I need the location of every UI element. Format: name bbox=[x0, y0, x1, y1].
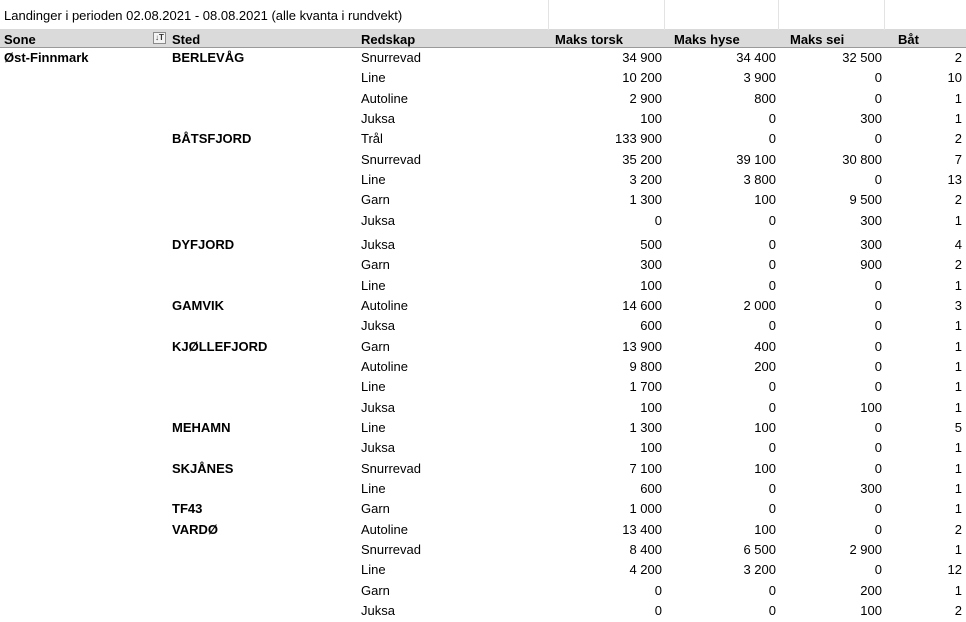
cell-redskap[interactable]: Juksa bbox=[361, 111, 395, 127]
cell-redskap[interactable]: Autoline bbox=[361, 90, 408, 106]
table-row bbox=[0, 418, 966, 438]
cell-redskap[interactable]: Snurrevad bbox=[361, 460, 421, 476]
cell-maks-sei[interactable]: 0 bbox=[874, 358, 882, 374]
cell-bat[interactable]: 2 bbox=[954, 192, 962, 208]
cell-maks-sei[interactable]: 0 bbox=[874, 131, 882, 147]
cell-maks-hyse[interactable]: 3 800 bbox=[743, 172, 776, 188]
cell-redskap[interactable]: Garn bbox=[361, 338, 390, 354]
cell-bat[interactable]: 2 bbox=[954, 257, 962, 273]
cell-bat[interactable]: 1 bbox=[954, 277, 962, 293]
cell-redskap[interactable]: Juksa bbox=[361, 399, 395, 415]
cell-maks-hyse[interactable]: 0 bbox=[768, 212, 776, 228]
table-row bbox=[0, 296, 966, 316]
cell-maks-torsk[interactable]: 10 200 bbox=[622, 70, 662, 86]
cell-maks-sei[interactable]: 0 bbox=[874, 338, 882, 354]
cell-bat[interactable]: 13 bbox=[947, 172, 962, 188]
cell-maks-sei[interactable]: 0 bbox=[874, 440, 882, 456]
cell-maks-torsk[interactable]: 0 bbox=[654, 603, 662, 619]
cell-maks-sei[interactable]: 900 bbox=[860, 257, 882, 273]
cell-maks-sei[interactable]: 300 bbox=[860, 111, 882, 127]
cell-maks-sei[interactable]: 100 bbox=[860, 399, 882, 415]
cell-bat[interactable]: 12 bbox=[947, 562, 962, 578]
cell-bat[interactable]: 1 bbox=[954, 338, 962, 354]
cell-maks-hyse[interactable]: 100 bbox=[754, 419, 776, 435]
cell-maks-sei[interactable]: 100 bbox=[860, 603, 882, 619]
cell-bat[interactable]: 1 bbox=[954, 212, 962, 228]
cell-maks-hyse[interactable]: 0 bbox=[768, 236, 776, 252]
cell-maks-hyse[interactable]: 800 bbox=[754, 90, 776, 106]
cell-maks-sei[interactable]: 200 bbox=[860, 582, 882, 598]
cell-redskap[interactable]: Line bbox=[361, 277, 386, 293]
cell-bat[interactable]: 2 bbox=[954, 521, 962, 537]
cell-maks-hyse[interactable]: 3 200 bbox=[743, 562, 776, 578]
table-row bbox=[0, 479, 966, 499]
cell-redskap[interactable]: Juksa bbox=[361, 212, 395, 228]
cell-bat[interactable]: 1 bbox=[954, 460, 962, 476]
cell-maks-torsk[interactable]: 14 600 bbox=[622, 297, 662, 313]
header-maks-hyse[interactable]: Maks hyse bbox=[674, 32, 740, 47]
cell-maks-hyse[interactable]: 39 100 bbox=[736, 151, 776, 167]
cell-maks-sei[interactable]: 0 bbox=[874, 379, 882, 395]
table-row bbox=[0, 235, 966, 255]
cell-redskap[interactable]: Trål bbox=[361, 131, 383, 147]
cell-bat[interactable]: 1 bbox=[954, 399, 962, 415]
cell-maks-torsk[interactable]: 100 bbox=[640, 440, 662, 456]
filter-sort-icon[interactable]: ↓T bbox=[153, 32, 166, 44]
cell-maks-sei[interactable]: 0 bbox=[874, 297, 882, 313]
cell-sted[interactable]: VARDØ bbox=[172, 521, 218, 537]
cell-maks-sei[interactable]: 300 bbox=[860, 236, 882, 252]
cell-redskap[interactable]: Garn bbox=[361, 582, 390, 598]
cell-maks-sei[interactable]: 0 bbox=[874, 277, 882, 293]
cell-redskap[interactable]: Juksa bbox=[361, 318, 395, 334]
header-maks-torsk[interactable]: Maks torsk bbox=[555, 32, 623, 47]
cell-bat[interactable]: 1 bbox=[954, 318, 962, 334]
cell-maks-sei[interactable]: 30 800 bbox=[842, 151, 882, 167]
table-row bbox=[0, 438, 966, 458]
header-maks-sei[interactable]: Maks sei bbox=[790, 32, 845, 47]
cell-maks-sei[interactable]: 300 bbox=[860, 212, 882, 228]
cell-maks-torsk[interactable]: 1 300 bbox=[629, 192, 662, 208]
cell-maks-torsk[interactable]: 3 200 bbox=[629, 172, 662, 188]
table-row bbox=[0, 316, 966, 336]
cell-maks-sei[interactable]: 0 bbox=[874, 501, 882, 517]
gridline bbox=[778, 0, 779, 30]
cell-maks-hyse[interactable]: 0 bbox=[768, 603, 776, 619]
cell-bat[interactable]: 1 bbox=[954, 358, 962, 374]
table-row bbox=[0, 377, 966, 397]
cell-bat[interactable]: 1 bbox=[954, 542, 962, 558]
cell-bat[interactable]: 1 bbox=[954, 501, 962, 517]
cell-maks-torsk[interactable]: 4 200 bbox=[629, 562, 662, 578]
cell-maks-hyse[interactable]: 0 bbox=[768, 318, 776, 334]
table-row bbox=[0, 276, 966, 296]
cell-maks-hyse[interactable]: 6 500 bbox=[743, 542, 776, 558]
cell-bat[interactable]: 2 bbox=[954, 131, 962, 147]
cell-maks-sei[interactable]: 32 500 bbox=[842, 50, 882, 65]
cell-maks-torsk[interactable]: 100 bbox=[640, 111, 662, 127]
cell-maks-hyse[interactable]: 0 bbox=[768, 257, 776, 273]
cell-redskap[interactable]: Juksa bbox=[361, 440, 395, 456]
cell-maks-torsk[interactable]: 600 bbox=[640, 481, 662, 496]
cell-redskap[interactable]: Garn bbox=[361, 257, 390, 273]
cell-redskap[interactable]: Juksa bbox=[361, 603, 395, 619]
cell-maks-sei[interactable]: 0 bbox=[874, 318, 882, 334]
cell-sted[interactable]: SKJÅNES bbox=[172, 460, 234, 476]
cell-maks-torsk[interactable]: 0 bbox=[654, 582, 662, 598]
cell-maks-torsk[interactable]: 13 400 bbox=[622, 521, 662, 537]
cell-maks-hyse[interactable]: 200 bbox=[754, 358, 776, 374]
table-row bbox=[0, 129, 966, 149]
table-row bbox=[0, 459, 966, 479]
cell-maks-sei[interactable]: 0 bbox=[874, 521, 882, 537]
table-header bbox=[0, 30, 966, 48]
cell-bat[interactable]: 1 bbox=[954, 379, 962, 395]
cell-maks-hyse[interactable]: 0 bbox=[768, 277, 776, 293]
cell-redskap[interactable]: Garn bbox=[361, 501, 390, 517]
cell-sone[interactable]: Øst-Finnmark bbox=[4, 50, 89, 65]
cell-maks-torsk[interactable]: 1 300 bbox=[629, 419, 662, 435]
table-row bbox=[0, 190, 966, 210]
cell-redskap[interactable]: Autoline bbox=[361, 297, 408, 313]
cell-sted[interactable]: GAMVIK bbox=[172, 297, 224, 313]
cell-sted[interactable]: BÅTSFJORD bbox=[172, 131, 252, 147]
cell-redskap[interactable]: Line bbox=[361, 379, 386, 395]
cell-maks-torsk[interactable]: 2 900 bbox=[629, 90, 662, 106]
table-row bbox=[0, 540, 966, 560]
cell-bat[interactable]: 1 bbox=[954, 582, 962, 598]
cell-maks-torsk[interactable]: 35 200 bbox=[622, 151, 662, 167]
table-row bbox=[0, 560, 966, 580]
gridline bbox=[664, 0, 665, 30]
cell-redskap[interactable]: Line bbox=[361, 481, 386, 496]
table-row bbox=[0, 48, 966, 68]
table-row bbox=[0, 357, 966, 377]
cell-redskap[interactable]: Line bbox=[361, 172, 386, 188]
cell-maks-sei[interactable]: 0 bbox=[874, 460, 882, 476]
cell-maks-hyse[interactable]: 0 bbox=[768, 440, 776, 456]
table-row bbox=[0, 170, 966, 190]
cell-maks-sei[interactable]: 9 500 bbox=[849, 192, 882, 208]
title-row bbox=[0, 0, 966, 30]
cell-sted[interactable]: TF43 bbox=[172, 501, 203, 517]
cell-maks-hyse[interactable]: 0 bbox=[768, 582, 776, 598]
table-row bbox=[0, 499, 966, 519]
cell-bat[interactable]: 1 bbox=[954, 481, 962, 496]
cell-bat[interactable]: 2 bbox=[954, 603, 962, 619]
cell-maks-torsk[interactable]: 7 100 bbox=[629, 460, 662, 476]
cell-maks-torsk[interactable]: 600 bbox=[640, 318, 662, 334]
cell-maks-sei[interactable]: 2 900 bbox=[849, 542, 882, 558]
cell-redskap[interactable]: Line bbox=[361, 562, 386, 578]
sheet-title[interactable]: Landinger i perioden 02.08.2021 - 08.08.2021 (alle kvanta i rundvekt) bbox=[4, 8, 403, 23]
cell-redskap[interactable]: Line bbox=[361, 70, 386, 86]
cell-maks-torsk[interactable]: 34 900 bbox=[622, 50, 662, 65]
table-row bbox=[0, 601, 966, 621]
cell-maks-torsk[interactable]: 1 700 bbox=[629, 379, 662, 395]
cell-maks-sei[interactable]: 0 bbox=[874, 70, 882, 86]
cell-maks-sei[interactable]: 300 bbox=[860, 481, 882, 496]
table-row bbox=[0, 211, 966, 231]
cell-redskap[interactable]: Garn bbox=[361, 192, 390, 208]
cell-maks-hyse[interactable]: 3 900 bbox=[743, 70, 776, 86]
gridline bbox=[884, 0, 885, 30]
cell-maks-hyse[interactable]: 0 bbox=[768, 481, 776, 496]
cell-maks-torsk[interactable]: 100 bbox=[640, 399, 662, 415]
cell-maks-torsk[interactable]: 8 400 bbox=[629, 542, 662, 558]
table-row bbox=[0, 89, 966, 109]
cell-maks-hyse[interactable]: 400 bbox=[754, 338, 776, 354]
cell-bat[interactable]: 3 bbox=[954, 297, 962, 313]
cell-sted[interactable]: MEHAMN bbox=[172, 419, 231, 435]
cell-maks-torsk[interactable]: 1 000 bbox=[629, 501, 662, 517]
cell-maks-hyse[interactable]: 0 bbox=[768, 379, 776, 395]
cell-maks-hyse[interactable]: 34 400 bbox=[736, 50, 776, 65]
cell-bat[interactable]: 10 bbox=[947, 70, 962, 86]
cell-redskap[interactable]: Snurrevad bbox=[361, 542, 421, 558]
cell-maks-sei[interactable]: 0 bbox=[874, 419, 882, 435]
cell-maks-torsk[interactable]: 500 bbox=[640, 236, 662, 252]
cell-maks-hyse[interactable]: 0 bbox=[768, 399, 776, 415]
table-row bbox=[0, 68, 966, 88]
table-row bbox=[0, 581, 966, 601]
cell-maks-hyse[interactable]: 0 bbox=[768, 131, 776, 147]
table-row bbox=[0, 150, 966, 170]
table-row bbox=[0, 337, 966, 357]
cell-sted[interactable]: DYFJORD bbox=[172, 236, 235, 252]
header-sone[interactable]: Sone bbox=[4, 32, 36, 47]
cell-maks-hyse[interactable]: 0 bbox=[768, 111, 776, 127]
cell-redskap[interactable]: Line bbox=[361, 419, 386, 435]
cell-sted[interactable]: BERLEVÅG bbox=[172, 50, 245, 65]
header-bat[interactable]: Båt bbox=[898, 32, 919, 47]
cell-maks-sei[interactable]: 0 bbox=[874, 562, 882, 578]
gridline bbox=[548, 0, 549, 30]
header-redskap[interactable]: Redskap bbox=[361, 32, 416, 47]
table-row bbox=[0, 255, 966, 275]
cell-maks-sei[interactable]: 0 bbox=[874, 90, 882, 106]
cell-maks-hyse[interactable]: 100 bbox=[754, 460, 776, 476]
cell-maks-hyse[interactable]: 100 bbox=[754, 521, 776, 537]
cell-redskap[interactable]: Snurrevad bbox=[361, 151, 421, 167]
cell-maks-hyse[interactable]: 2 000 bbox=[743, 297, 776, 313]
cell-redskap[interactable]: Snurrevad bbox=[361, 50, 421, 65]
cell-redskap[interactable]: Autoline bbox=[361, 358, 408, 374]
cell-bat[interactable]: 1 bbox=[954, 440, 962, 456]
cell-maks-hyse[interactable]: 100 bbox=[754, 192, 776, 208]
table-row bbox=[0, 398, 966, 418]
cell-maks-torsk[interactable]: 100 bbox=[640, 277, 662, 293]
cell-bat[interactable]: 1 bbox=[954, 90, 962, 106]
cell-maks-torsk[interactable]: 300 bbox=[640, 257, 662, 273]
cell-maks-torsk[interactable]: 9 800 bbox=[629, 358, 662, 374]
cell-redskap[interactable]: Juksa bbox=[361, 236, 395, 252]
cell-maks-torsk[interactable]: 13 900 bbox=[622, 338, 662, 354]
header-sted[interactable]: Sted bbox=[172, 32, 201, 47]
cell-bat[interactable]: 7 bbox=[954, 151, 962, 167]
table-row bbox=[0, 109, 966, 129]
cell-bat[interactable]: 4 bbox=[954, 236, 962, 252]
cell-bat[interactable]: 2 bbox=[954, 50, 962, 65]
cell-maks-hyse[interactable]: 0 bbox=[768, 501, 776, 517]
cell-maks-sei[interactable]: 0 bbox=[874, 172, 882, 188]
cell-redskap[interactable]: Autoline bbox=[361, 521, 408, 537]
cell-maks-torsk[interactable]: 133 900 bbox=[615, 131, 662, 147]
cell-maks-torsk[interactable]: 0 bbox=[654, 212, 662, 228]
cell-bat[interactable]: 5 bbox=[954, 419, 962, 435]
cell-sted[interactable]: KJØLLEFJORD bbox=[172, 338, 268, 354]
table-row bbox=[0, 520, 966, 540]
cell-bat[interactable]: 1 bbox=[954, 111, 962, 127]
